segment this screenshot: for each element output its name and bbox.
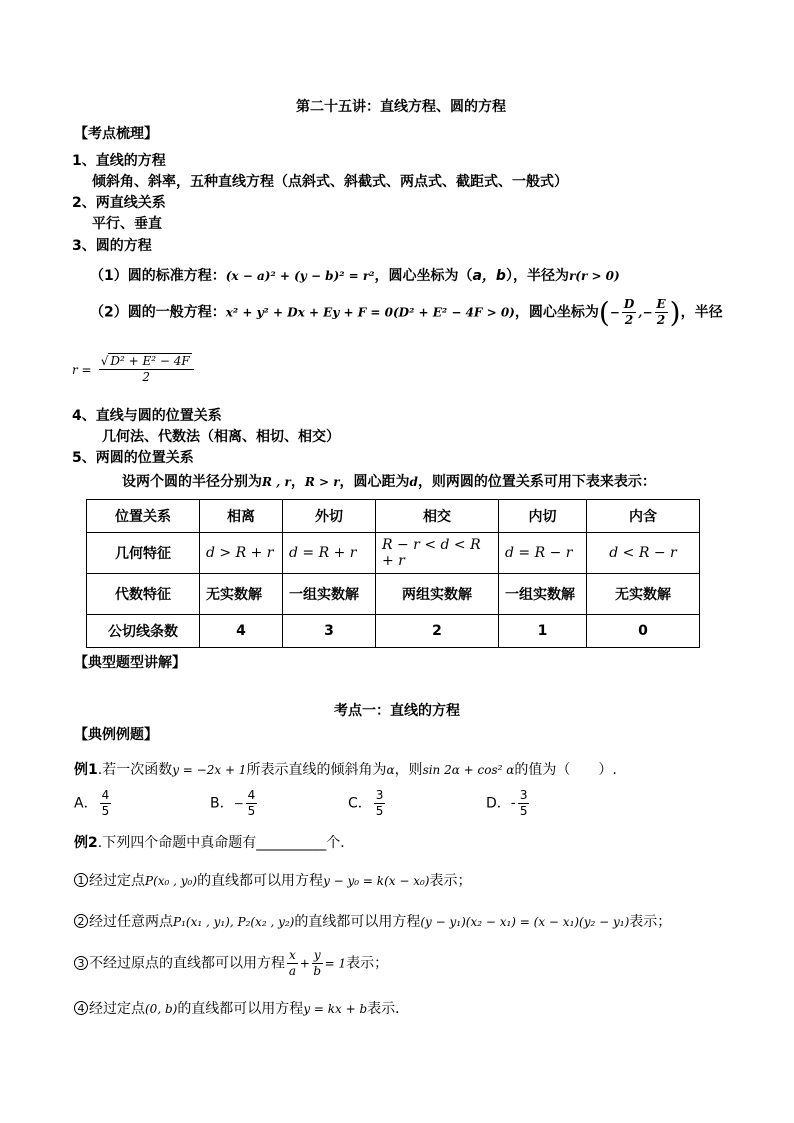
item1-heading: 1、直线的方程 [72, 153, 166, 169]
option-a-label: A． [74, 795, 98, 812]
ex1-text-c: ，则 [394, 762, 423, 778]
item3-1-label: （1）圆的标准方程： [90, 268, 226, 284]
table-cell: 一组实数解 [499, 574, 587, 615]
statement-4 [74, 998, 409, 1018]
distance-symbol: d [409, 475, 418, 489]
item4-heading: 4、直线与圆的位置关系 [72, 408, 222, 424]
table-row [87, 533, 700, 574]
table-header-cell: 位置关系 [87, 500, 200, 533]
s2-text-c: 表示； [629, 914, 672, 930]
item3-2-mid: ，圆心坐标为 [514, 304, 599, 321]
option-c-label: C． [348, 795, 372, 812]
frac-e: $\frac{E}{2}$ [656, 297, 666, 327]
table-cell: d = R + r [283, 533, 376, 574]
table-cell: 无实数解 [200, 574, 283, 615]
paren-right: ) [669, 296, 681, 329]
row-label: 代数特征 [87, 574, 200, 615]
table-row [87, 615, 700, 648]
example1-label: 例1 [74, 762, 98, 778]
table-cell: 4 [200, 615, 283, 648]
statement-3 [74, 948, 388, 979]
row-label: 几何特征 [87, 533, 200, 574]
item3-1-ab: a，b [472, 268, 506, 284]
ex1-text-d: 的值为（ ）. [514, 762, 617, 778]
s3-text-a: 不经过原点的直线都可以用方程 [89, 955, 285, 972]
s2-text-a: 经过任意两点 [89, 914, 173, 930]
section-dianli: 【典例例题】 [74, 727, 158, 743]
option-a[interactable] [74, 788, 113, 819]
sqrt-sign: √ [100, 354, 109, 368]
s1-text-a: 经过定点 [89, 873, 145, 889]
circled-number: 1 [74, 873, 88, 887]
item3-1-line [90, 265, 620, 285]
item2-body: 平行、垂直 [92, 216, 162, 232]
item3-1-tail: ），半径为 [505, 268, 569, 284]
item5-body [122, 471, 656, 491]
item5-text-e: ，则两圆的位置关系可用下表来表示： [417, 474, 656, 490]
two-point-eq: (y − y₁)(x₂ − x₁) = (x − x₁)(y₂ − y₁) [420, 915, 630, 929]
ex1-text-a: .若一次函数 [97, 762, 173, 778]
item3-1-mid: ，圆心坐标为（ [374, 268, 473, 284]
general-equation: x² + y² + Dx + Ey + F = 0(D² + E² − 4F > 0) [225, 305, 515, 320]
radius-condition: R > r [304, 475, 340, 489]
comma-minus: ,− [638, 305, 653, 320]
option-b-label: B． [210, 795, 234, 812]
option-d-frac: $\frac{3}{5}$ [519, 788, 528, 818]
table-cell: 无实数解 [587, 574, 700, 615]
radii-symbols: R , r [262, 475, 291, 489]
circled-number: 2 [74, 914, 88, 928]
statement-1 [74, 870, 471, 890]
standard-equation: (x − a)² + (y − b)² = r² [225, 269, 375, 283]
statement-2 [74, 911, 671, 931]
table-header-cell: 内含 [587, 500, 700, 533]
item1-body: 倾斜角、斜率，五种直线方程（点斜式、斜截式、两点式、截距式、一般式） [92, 174, 568, 190]
plus-sign: + [299, 956, 310, 971]
ex2-tail: 个． [326, 835, 355, 851]
item3-2-tail: ，半径 [680, 304, 723, 321]
item5-text-a: 设两个圆的半径分别为 [122, 474, 262, 490]
trig-expression: sin 2α + cos² α [422, 763, 515, 777]
option-a-frac: $\frac{4}{5}$ [101, 788, 110, 818]
paren-left: ( [598, 296, 610, 329]
section-kaodian: 【考点梳理】 [74, 126, 158, 142]
kaodian1-title: 考点一：直线的方程 [334, 703, 460, 719]
example2-stem [74, 832, 354, 852]
radius-lhs: r = [72, 363, 92, 377]
item5-text-b: ， [290, 474, 305, 490]
table-cell: d < R − r [587, 533, 700, 574]
table-row [87, 500, 700, 533]
linear-function: y = −2x + 1 [172, 763, 247, 777]
alpha-symbol: α [386, 763, 395, 777]
table-cell: 一组实数解 [283, 574, 376, 615]
item5-text-c: ，圆心距为 [339, 474, 410, 490]
radius-radicand: D² + E² − 4F [110, 354, 190, 368]
circled-number: 4 [74, 1001, 88, 1015]
example1-stem [74, 759, 617, 779]
s4-text-c: 表示． [367, 1001, 410, 1017]
table-cell: d > R + r [200, 533, 283, 574]
table-cell: d = R − r [499, 533, 587, 574]
frac-d: $\frac{D}{2}$ [623, 297, 635, 327]
point-slope-eq: y − y₀ = k(x − x₀) [323, 874, 430, 888]
table-cell: 1 [499, 615, 587, 648]
table-header-cell: 内切 [499, 500, 587, 533]
option-c[interactable] [348, 788, 387, 819]
item4-body: 几何法、代数法（相离、相切、相交） [102, 429, 340, 445]
answer-blank[interactable]: __________ [256, 835, 327, 851]
item5-heading: 5、两圆的位置关系 [72, 450, 194, 466]
circled-number: 3 [74, 956, 88, 970]
ex1-text-b: 所表示直线的倾斜角为 [246, 762, 387, 778]
table-cell: 0 [587, 615, 700, 648]
radius-formula [72, 354, 196, 385]
option-b-frac: $\frac{4}{5}$ [247, 788, 256, 818]
fixed-point-0b: (0, b) [145, 1002, 178, 1016]
table-cell: 2 [376, 615, 499, 648]
example2-label: 例2 [74, 835, 98, 851]
radius-frac: $\frac{\text{√ D² + E² − 4F}}{2}$ [99, 354, 194, 385]
intercept-eq-tail: = 1 [324, 956, 347, 971]
table-cell: R − r < d < R + r [376, 533, 499, 574]
item3-1-radius: r(r > 0) [568, 269, 620, 283]
s4-text-b: 的直线都可以用方程 [177, 1001, 304, 1017]
option-b[interactable] [210, 788, 259, 819]
item2-heading: 2、两直线关系 [72, 195, 166, 211]
option-d-label: D．- [486, 795, 516, 812]
s4-text-a: 经过定点 [89, 1001, 145, 1017]
row-label: 公切线条数 [87, 615, 200, 648]
option-c-frac: $\frac{3}{5}$ [375, 788, 384, 818]
ex2-text: .下列四个命题中真命题有 [97, 835, 257, 851]
item3-2-line [90, 296, 723, 329]
s1-text-c: 表示； [429, 873, 472, 889]
s1-text-b: 的直线都可以用方程 [197, 873, 324, 889]
table-cell: 两组实数解 [376, 574, 499, 615]
option-d[interactable] [486, 788, 531, 819]
minus-sign: − [609, 305, 620, 320]
s2-text-b: 的直线都可以用方程 [294, 914, 421, 930]
frac-x-a: $\frac{x}{a}$ [288, 948, 296, 978]
s3-text-c: 表示； [346, 955, 389, 972]
two-points: P₁(x₁ , y₁), P₂(x₂ , y₂) [173, 915, 295, 929]
table-header-cell: 相离 [200, 500, 283, 533]
table-cell: 3 [283, 615, 376, 648]
item3-2-label: （2）圆的一般方程： [90, 304, 226, 321]
circle-relation-table [86, 499, 700, 648]
section-dianxing: 【典型题型讲解】 [74, 655, 186, 671]
table-header-cell: 外切 [283, 500, 376, 533]
page-title: 第二十五讲：直线方程、圆的方程 [296, 99, 506, 115]
item3-heading: 3、圆的方程 [72, 238, 152, 254]
table-row [87, 574, 700, 615]
fixed-point: P(x₀ , y₀) [145, 874, 198, 888]
frac-y-b: $\frac{y}{b}$ [313, 948, 322, 978]
slope-intercept-eq: y = kx + b [303, 1002, 368, 1016]
option-b-sign: − [233, 796, 244, 811]
table-header-cell: 相交 [376, 500, 499, 533]
